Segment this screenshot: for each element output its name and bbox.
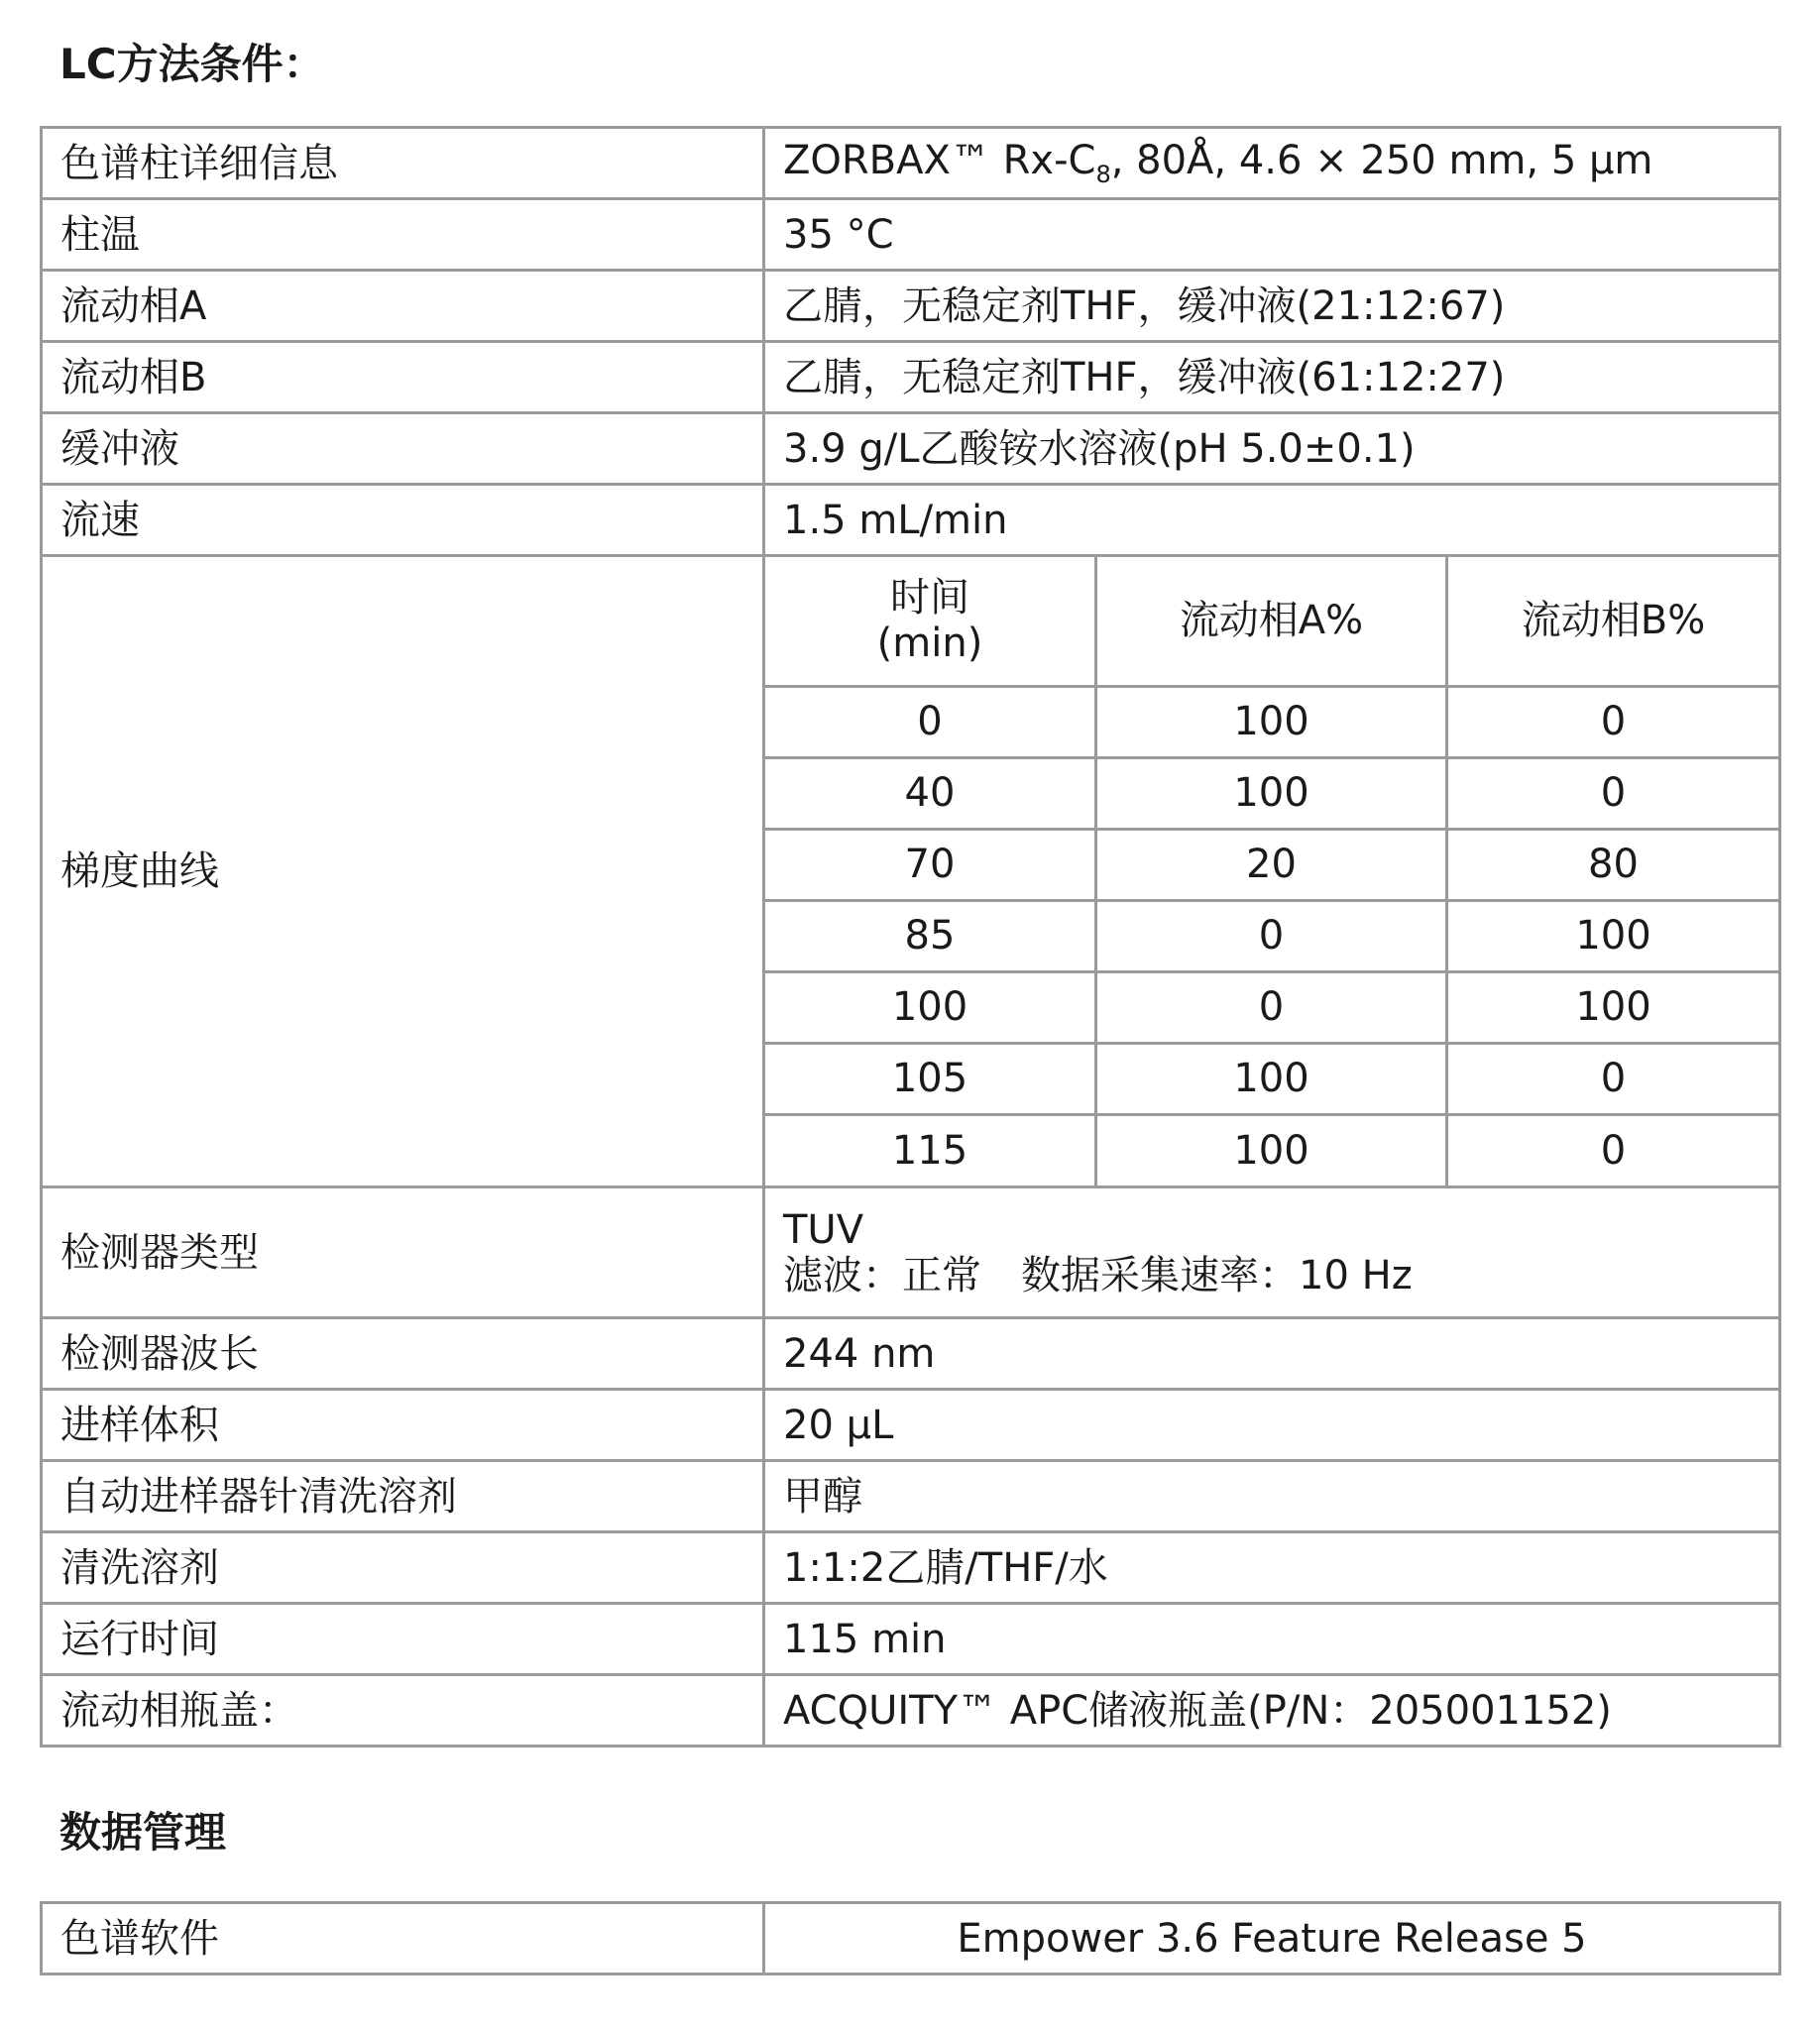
table-row	[42, 1390, 1780, 1461]
table-row	[42, 271, 1780, 342]
table-row	[765, 829, 1778, 900]
row-label: 梯度曲线	[42, 556, 764, 1187]
gradient-cell-b: 0	[1447, 1043, 1779, 1114]
row-value: 乙腈，无稳定剂THF，缓冲液(61:12:27)	[764, 342, 1780, 413]
gradient-header-row	[765, 557, 1778, 686]
table-row	[42, 1604, 1780, 1675]
row-label: 自动进样器针清洗溶剂	[42, 1461, 764, 1532]
gradient-cell-a: 100	[1096, 686, 1447, 757]
row-value: 35 °C	[764, 199, 1780, 271]
gradient-header-time: 时间 (min)	[765, 557, 1096, 686]
gradient-cell-b: 100	[1447, 971, 1779, 1043]
gradient-header-b: 流动相B%	[1447, 557, 1779, 686]
table-row	[42, 199, 1780, 271]
table-row	[42, 1187, 1780, 1318]
row-label: 流动相瓶盖：	[42, 1675, 764, 1747]
gradient-cell-time: 85	[765, 900, 1096, 971]
gradient-cell-a: 0	[1096, 900, 1447, 971]
row-label: 色谱柱详细信息	[42, 128, 764, 199]
table-row	[42, 485, 1780, 556]
gradient-cell	[764, 556, 1780, 1187]
table-row	[42, 1675, 1780, 1747]
gradient-cell-b: 80	[1447, 829, 1779, 900]
row-value: Empower 3.6 Feature Release 5	[764, 1903, 1780, 1974]
row-value	[764, 1187, 1780, 1318]
detector-line2: 滤波：正常 数据采集速率：10 Hz	[783, 1252, 1413, 1298]
row-value: 甲醇	[764, 1461, 1780, 1532]
row-label: 柱温	[42, 199, 764, 271]
row-value: ACQUITY™ APC储液瓶盖(P/N：205001152)	[764, 1675, 1780, 1747]
gradient-cell-a: 100	[1096, 757, 1447, 829]
row-value: 244 nm	[764, 1318, 1780, 1390]
row-value: 115 min	[764, 1604, 1780, 1675]
table-row	[765, 1114, 1778, 1185]
row-value: 3.9 g/L乙酸铵水溶液(pH 5.0±0.1)	[764, 413, 1780, 485]
table-row	[765, 971, 1778, 1043]
gradient-cell-b: 100	[1447, 900, 1779, 971]
row-value: 20 μL	[764, 1390, 1780, 1461]
row-value: 乙腈，无稳定剂THF，缓冲液(21:12:67)	[764, 271, 1780, 342]
table-row	[42, 1461, 1780, 1532]
gradient-cell-b: 0	[1447, 686, 1779, 757]
table-row	[42, 1532, 1780, 1604]
row-label: 缓冲液	[42, 413, 764, 485]
gradient-cell-time: 105	[765, 1043, 1096, 1114]
row-label: 流动相A	[42, 271, 764, 342]
gradient-cell-time: 70	[765, 829, 1096, 900]
lc-conditions-table	[40, 126, 1781, 1748]
table-row	[765, 686, 1778, 757]
row-label: 进样体积	[42, 1390, 764, 1461]
gradient-cell-a: 100	[1096, 1043, 1447, 1114]
table-row	[42, 413, 1780, 485]
gradient-cell-b: 0	[1447, 757, 1779, 829]
row-label: 色谱软件	[42, 1903, 764, 1974]
gradient-table	[765, 557, 1778, 1185]
table-row	[765, 757, 1778, 829]
table-row	[42, 342, 1780, 413]
gradient-cell-time: 40	[765, 757, 1096, 829]
table-row	[765, 1043, 1778, 1114]
data-management-heading: 数据管理	[59, 1808, 227, 1857]
table-row	[42, 556, 1780, 1187]
table-row	[42, 128, 1780, 199]
gradient-cell-a: 20	[1096, 829, 1447, 900]
gradient-cell-a: 100	[1096, 1114, 1447, 1185]
gradient-header-a: 流动相A%	[1096, 557, 1447, 686]
gradient-cell-time: 100	[765, 971, 1096, 1043]
row-value: ZORBAX™ $Rx-C_8$, 80Å, 4.6 × 250 mm, 5 μm	[764, 128, 1780, 199]
row-label: 清洗溶剂	[42, 1532, 764, 1604]
detector-line1: TUV	[783, 1206, 864, 1253]
row-value: 1:1:2乙腈/THF/水	[764, 1532, 1780, 1604]
row-label: 流速	[42, 485, 764, 556]
data-management-table	[40, 1901, 1781, 1975]
lc-heading: LC方法条件：	[59, 40, 325, 88]
row-label: 流动相B	[42, 342, 764, 413]
row-label: 检测器类型	[42, 1187, 764, 1318]
row-label: 运行时间	[42, 1604, 764, 1675]
table-row	[42, 1903, 1780, 1974]
gradient-cell-a: 0	[1096, 971, 1447, 1043]
table-row	[42, 1318, 1780, 1390]
table-row	[765, 900, 1778, 971]
gradient-cell-time: 0	[765, 686, 1096, 757]
row-value: 1.5 mL/min	[764, 485, 1780, 556]
row-label: 检测器波长	[42, 1318, 764, 1390]
gradient-cell-time: 115	[765, 1114, 1096, 1185]
gradient-cell-b: 0	[1447, 1114, 1779, 1185]
